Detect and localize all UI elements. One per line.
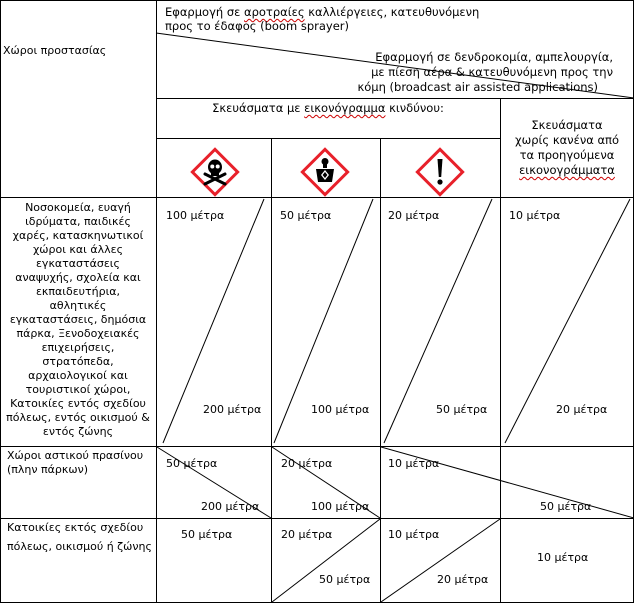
- no-pictogram-line-3: τα προηγούμενα: [519, 148, 615, 162]
- no-pictogram-line-1: Σκευάσματα: [531, 118, 603, 132]
- broadcast-line-1: Εφαρμογή σε δενδροκομία, αμπελουργία,: [375, 50, 613, 64]
- protection-distance-table: Χώροι προστασίας Εφαρμογή σε αροτραίες καλλιέργειες, κατευθυνόμενη προς το έδαφος (boom sprayer) Εφαρμογή σε δενδροκομία, αμπελουργία, με πίεση αέρα & κατευθυνόμενη προς την κόμη (broadcast air assisted applications) Σκευάσματα με εικονόγραμμα κινδύνου: Σκευάσματα χωρίς κανένα από τα προηγούμενα εικονογράμματα Νοσοκομεία, ευαγή ιδρύματα, παιδικές χαρές, κατασκηνωτικοί χώροι και άλλες εγκαταστάσεις αναψυχής, σχολεία και εκπαιδευτήρια, αθλητικές εγκαταστάσεις, δημόσια πάρκα, Ξενοδοχειακές επιχειρήσεις, στρατόπεδα, αρχαιολογικοί και τουριστικοί χώροι, Κατοικίες εντός σχεδίου πόλεως, εντός οικισμού & εντός ζώνης 100 μέτρα 200 μέτρα 50 μέτρα 100 μέτρα 20 μέτρα 50 μέτρα 10 μέτρα 20 μέτρα Χώροι αστικού πρασίνου (πλην πάρκων) 50 μέτρα 200 μέτρα 20 μέτρα 100 μέτρα 10 μέτρα 50 μέτρα Κατοικίες εκτός σχεδίου πόλεως, οικισμού ή ζώνης 50 μέτρα 20 μέτρα 50 μέτρα 10 μέτρα 20 μέτρα 10 μέτρα: [0, 0, 634, 603]
- health-hazard-icon: [299, 146, 351, 198]
- distance-value: 50 μέτρα: [181, 528, 233, 541]
- distance-value: 20 μέτρα: [437, 573, 489, 586]
- boom-sprayer-line-2: προς το έδαφος (boom sprayer): [165, 19, 350, 33]
- protection-areas-heading: Χώροι προστασίας: [3, 44, 107, 57]
- distance-value: 200 μέτρα: [201, 500, 260, 513]
- distance-value: 20 μέτρα: [556, 403, 608, 416]
- distance-value: 50 μέτρα: [436, 403, 488, 416]
- distance-value: 20 μέτρα: [388, 209, 440, 222]
- no-pictogram-line-2: χωρίς κανένα από: [514, 133, 620, 147]
- distance-value: 50 μέτρα: [166, 457, 218, 470]
- distance-value: 10 μέτρα: [388, 528, 440, 541]
- exclamation-mark-icon: [414, 146, 466, 198]
- distance-value: 100 μέτρα: [311, 403, 370, 416]
- distance-value: 50 μέτρα: [280, 209, 332, 222]
- distance-value: 10 μέτρα: [388, 457, 440, 470]
- distance-value: 20 μέτρα: [281, 528, 333, 541]
- skull-crossbones-icon: [189, 146, 241, 198]
- distance-value: 10 μέτρα: [537, 551, 589, 564]
- distance-value: 50 μέτρα: [319, 573, 371, 586]
- distance-value: 200 μέτρα: [203, 403, 262, 416]
- distance-value: 20 μέτρα: [281, 457, 333, 470]
- broadcast-line-3: κόμη (broadcast air assisted applications): [357, 80, 598, 94]
- pictogram-products-heading: Σκευάσματα με εικονόγραμμα κινδύνου:: [212, 101, 444, 115]
- boom-sprayer-line-1: Εφαρμογή σε αροτραίες καλλιέργειες, κατευθυνόμενη: [165, 5, 480, 19]
- distance-value: 50 μέτρα: [540, 500, 592, 513]
- no-pictogram-line-4: εικονογράμματα: [519, 163, 615, 177]
- distance-value: 100 μέτρα: [166, 209, 225, 222]
- distance-value: 10 μέτρα: [509, 209, 561, 222]
- distance-value: 100 μέτρα: [311, 500, 370, 513]
- broadcast-line-2: με πίεση αέρα & κατευθυνόμενη προς την: [371, 65, 613, 79]
